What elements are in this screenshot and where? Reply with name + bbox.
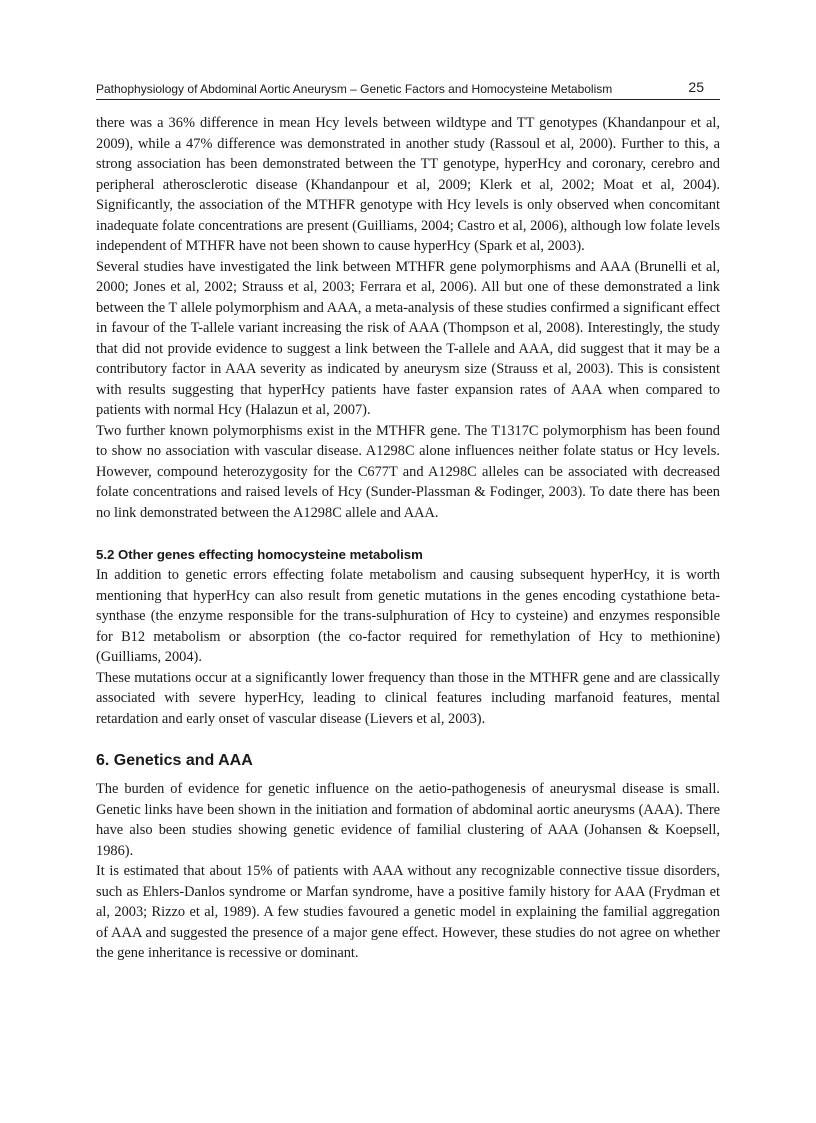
section-6-heading: 6. Genetics and AAA	[96, 752, 253, 769]
spacer	[96, 523, 720, 544]
running-header	[96, 79, 720, 100]
page-number: 25	[688, 79, 704, 95]
body-text	[96, 113, 720, 964]
running-header-title: Pathophysiology of Abdominal Aortic Aneurysm – Genetic Factors and Homocysteine Metabolism	[96, 82, 613, 96]
paragraph: It is estimated that about 15% of patients with AAA without any recognizable connective tissue disorders, such as Ehlers-Danlos syndrome or Marfan syndrome, have a positive family history for AAA (Frydman et al, 2003; Rizzo et al, 1989). A few studies favoured a genetic model in explaining the familial aggregation of AAA and suggested the presence of a major gene effect. However, these studies do not agree on whether the gene inheritance is recessive or dominant.	[96, 863, 720, 961]
paragraph: The burden of evidence for genetic influence on the aetio-pathogenesis of aneurysmal disease is small. Genetic links have been shown in the initiation and formation of abdominal aortic aneurysms (AAA). There have also been studies showing genetic evidence of familial clustering of AAA (Johansen & Koepsell, 1986).	[96, 781, 720, 859]
paragraph: Two further known polymorphisms exist in the MTHFR gene. The T1317C polymorphism has been found to show no association with vascular disease. A1298C alone influences neither folate status or Hcy levels. However, compound heterozygosity for the C677T and A1298C alleles can be associated with decreased folate concentrations and raised levels of Hcy (Sunder-Plassman & Fodinger, 2003). To date there has been no link demonstrated between the A1298C allele and AAA.	[96, 422, 720, 521]
paragraph: In addition to genetic errors effecting folate metabolism and causing subsequent hyperHcy, it is worth mentioning that hyperHcy can also result from genetic mutations in the genes encoding cystathione beta-synthase (the enzyme responsible for the trans-sulphuration of Hcy to cysteine) and enzymes responsible for B12 metabolism or absorption (the co-factor required for remethylation of Hcy to methionine) (Guilliams, 2004).	[96, 567, 720, 665]
paragraph: Several studies have investigated the link between MTHFR gene polymorphisms and AAA (Brunelli et al, 2000; Jones et al, 2002; Strauss et al, 2003; Ferrara et al, 2006). All but one of these demonstrated a link between the T allele polymorphism and AAA, a meta-analysis of these studies confirmed a significant effect in favour of the T-allele variant increasing the risk of AAA (Thompson et al, 2008). Interestingly, the study that did not provide evidence to suggest a link between the T-allele and AAA, did suggest that it may be a contributory factor in AAA severity as indicated by aneurysm size (Strauss et al, 2003). This is consistent with results suggesting that hyperHcy patients have faster expansion rates of AAA when compared to patients with normal Hcy (Halazun et al, 2007).	[96, 258, 720, 418]
paragraph: These mutations occur at a significantly lower frequency than those in the MTHFR gene and are classically associated with severe hyperHcy, leading to clinical features including marfanoid features, mental retardation and early onset of vascular disease (Lievers et al, 2003).	[96, 669, 720, 727]
paragraph: there was a 36% difference in mean Hcy levels between wildtype and TT genotypes (Khandanpour et al, 2009), while a 47% difference was demonstrated in another study (Rassoul et al, 2000). Further to this, a strong association has been demonstrated between the TT genotype, hyperHcy and coronary, cerebro and peripheral atherosclerotic disease (Khandanpour et al, 2009; Klerk et al, 2002; Moat et al, 2004). Significantly, the association of the MTHFR genotype with Hcy levels is only observed when concomitant inadequate folate concentrations are present (Guilliams, 2004; Castro et al, 2006), although low folate levels independent of MTHFR have not been shown to cause hyperHcy (Spark et al, 2003).	[96, 115, 720, 254]
spacer	[96, 729, 720, 750]
section-5-2-heading: 5.2 Other genes effecting homocysteine metabolism	[96, 547, 423, 562]
